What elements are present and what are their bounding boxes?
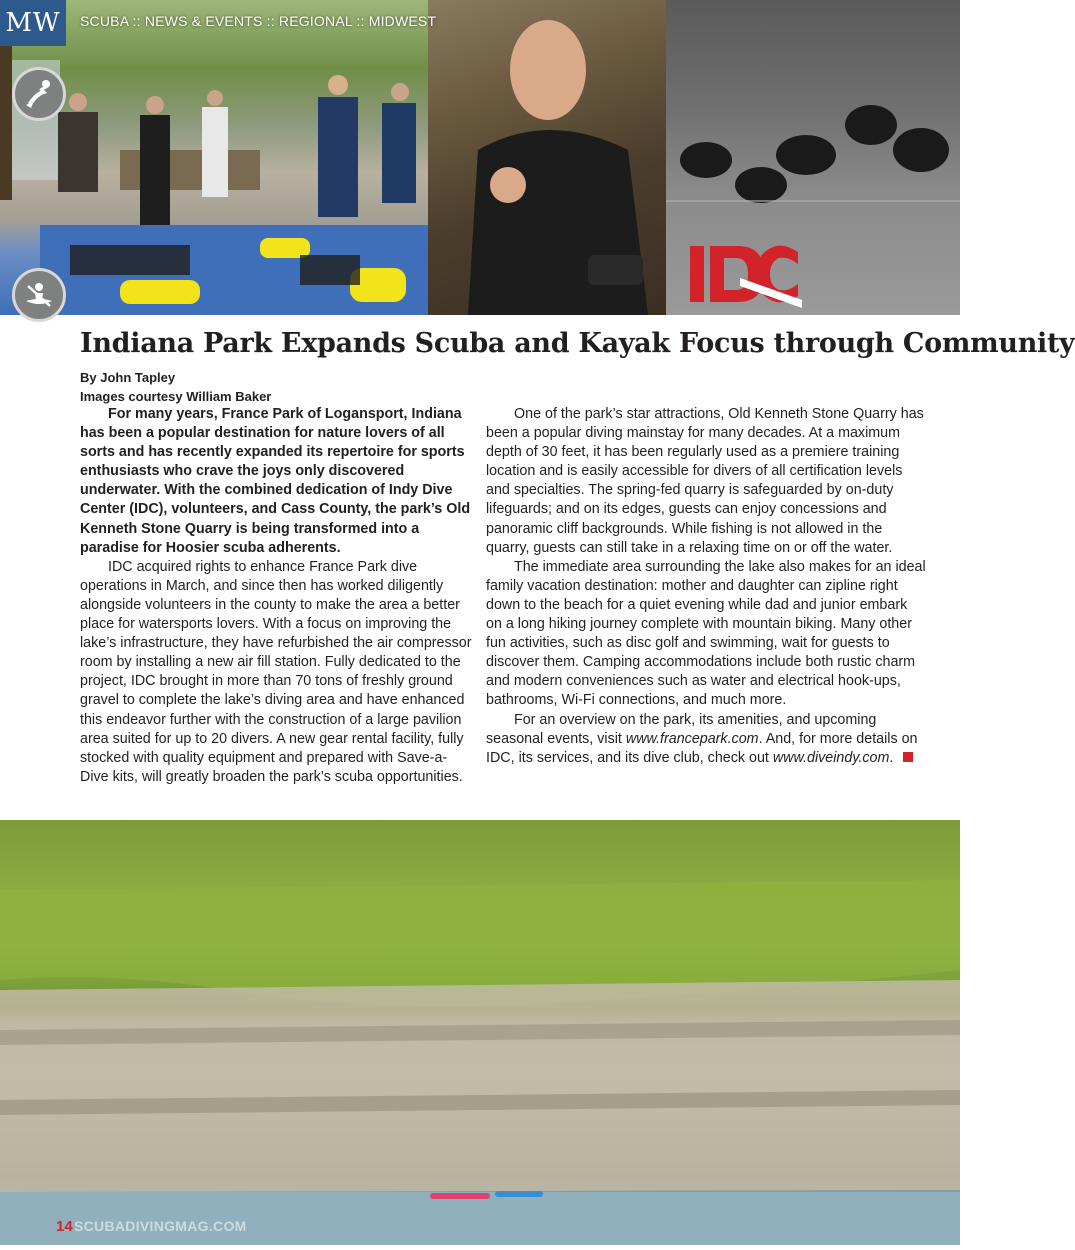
diveindy-link[interactable]: www.diveindy.com [772,749,890,766]
end-of-article-mark [903,752,913,762]
photo-volunteers-gear [0,0,428,315]
article-column-right [486,405,926,768]
photo-smiling-man [428,0,666,315]
scuba-diver-icon [12,67,66,121]
closing-text: . [889,749,894,766]
volunteers-scene [0,0,428,315]
lead-paragraph: For many years, France Park of Logansport, Indiana has been a popular destination for nature lovers of all sorts and has recently expanded its repertoire for sports enthusiasts who crave the joys only discovered underwater. With the combined dedication of Indy Dive Center (IDC), volunteers, and Cass County, the park’s Old Kenneth Stone Quarry is being transformed into a paradise for Hoosier scuba adherents. [80,406,471,556]
article-title: Indiana Park Expands Scuba and Kayak Focus through Community [80,328,1075,359]
closing-text: For an overview on the park, its amenities, and upcoming seasonal events, visit [486,711,877,747]
closing-paragraph [486,711,926,768]
photo-credit: Images courtesy William Baker [80,389,272,404]
photo-quarry-kayakers [0,820,960,1245]
section-badge: MW [0,0,66,46]
kayak-icon [12,268,66,322]
body-paragraph: One of the park’s star attractions, Old Kenneth Stone Quarry has been a popular diving mainstay for many decades. At a maximum depth of 30 feet, it has been regularly used as a premiere training location and is easily accessible for divers of all certification levels and specialties. The spring-fed quarry is safeguarded by on-duty lifeguards; and on its edges, guests can enjoy concessions and panoramic cliff backgrounds. While fishing is not allowed in the quarry, guests can still take in a relaxing time on or off the water. [486,406,924,556]
body-paragraph: The immediate area surrounding the lake also makes for an ideal family vacation destination: mother and daughter can zipline right down to the beach for a quiet evening while dad and junior embark on a long hiking journey complete with mountain biking. Many other fun activities, such as disc golf and swimming, wait for guests to discover them. Camping accommodations include both rustic charm and modern conveniences such as water and electrical hook-ups, bathrooms, Wi-Fi connections, and much more. [486,558,926,709]
smiling-man-scene [428,0,666,315]
idc-logo [686,238,802,308]
body-paragraph: IDC acquired rights to enhance France Park dive operations in March, and since then has worked diligently alongside volunteers in the county to make the area a better place for watersports lovers. With a focus on improving the lake’s infrastructure, they have refurbished the air compressor room by installing a new air fill station. Fully dedicated to the project, IDC brought in more than 70 tons of freshly ground gravel to complete the lake’s diving area and have enhanced this endeavor further with the construction of a large pavilion area suited for up to 20 divers. A new gear rental facility, fully stocked with quality equipment and prepared with Save-a-Dive kits, will greatly broaden the park’s scuba opportunities. [80,558,472,785]
quarry-scene [0,820,960,1245]
breadcrumb: SCUBA :: NEWS & EVENTS :: REGIONAL :: MIDWEST [80,13,437,29]
article-column-left [80,405,475,787]
author: By John Tapley [80,370,176,385]
page-number: 14 [56,1218,73,1235]
site-url: SCUBADIVINGMAG.COM [74,1218,247,1234]
byline [80,368,271,406]
hero-photo-strip [0,0,960,315]
closing-text: . And, for more details on IDC, its services, and its dive club, check out [486,730,918,766]
francepark-link[interactable]: www.francepark.com [625,730,759,747]
